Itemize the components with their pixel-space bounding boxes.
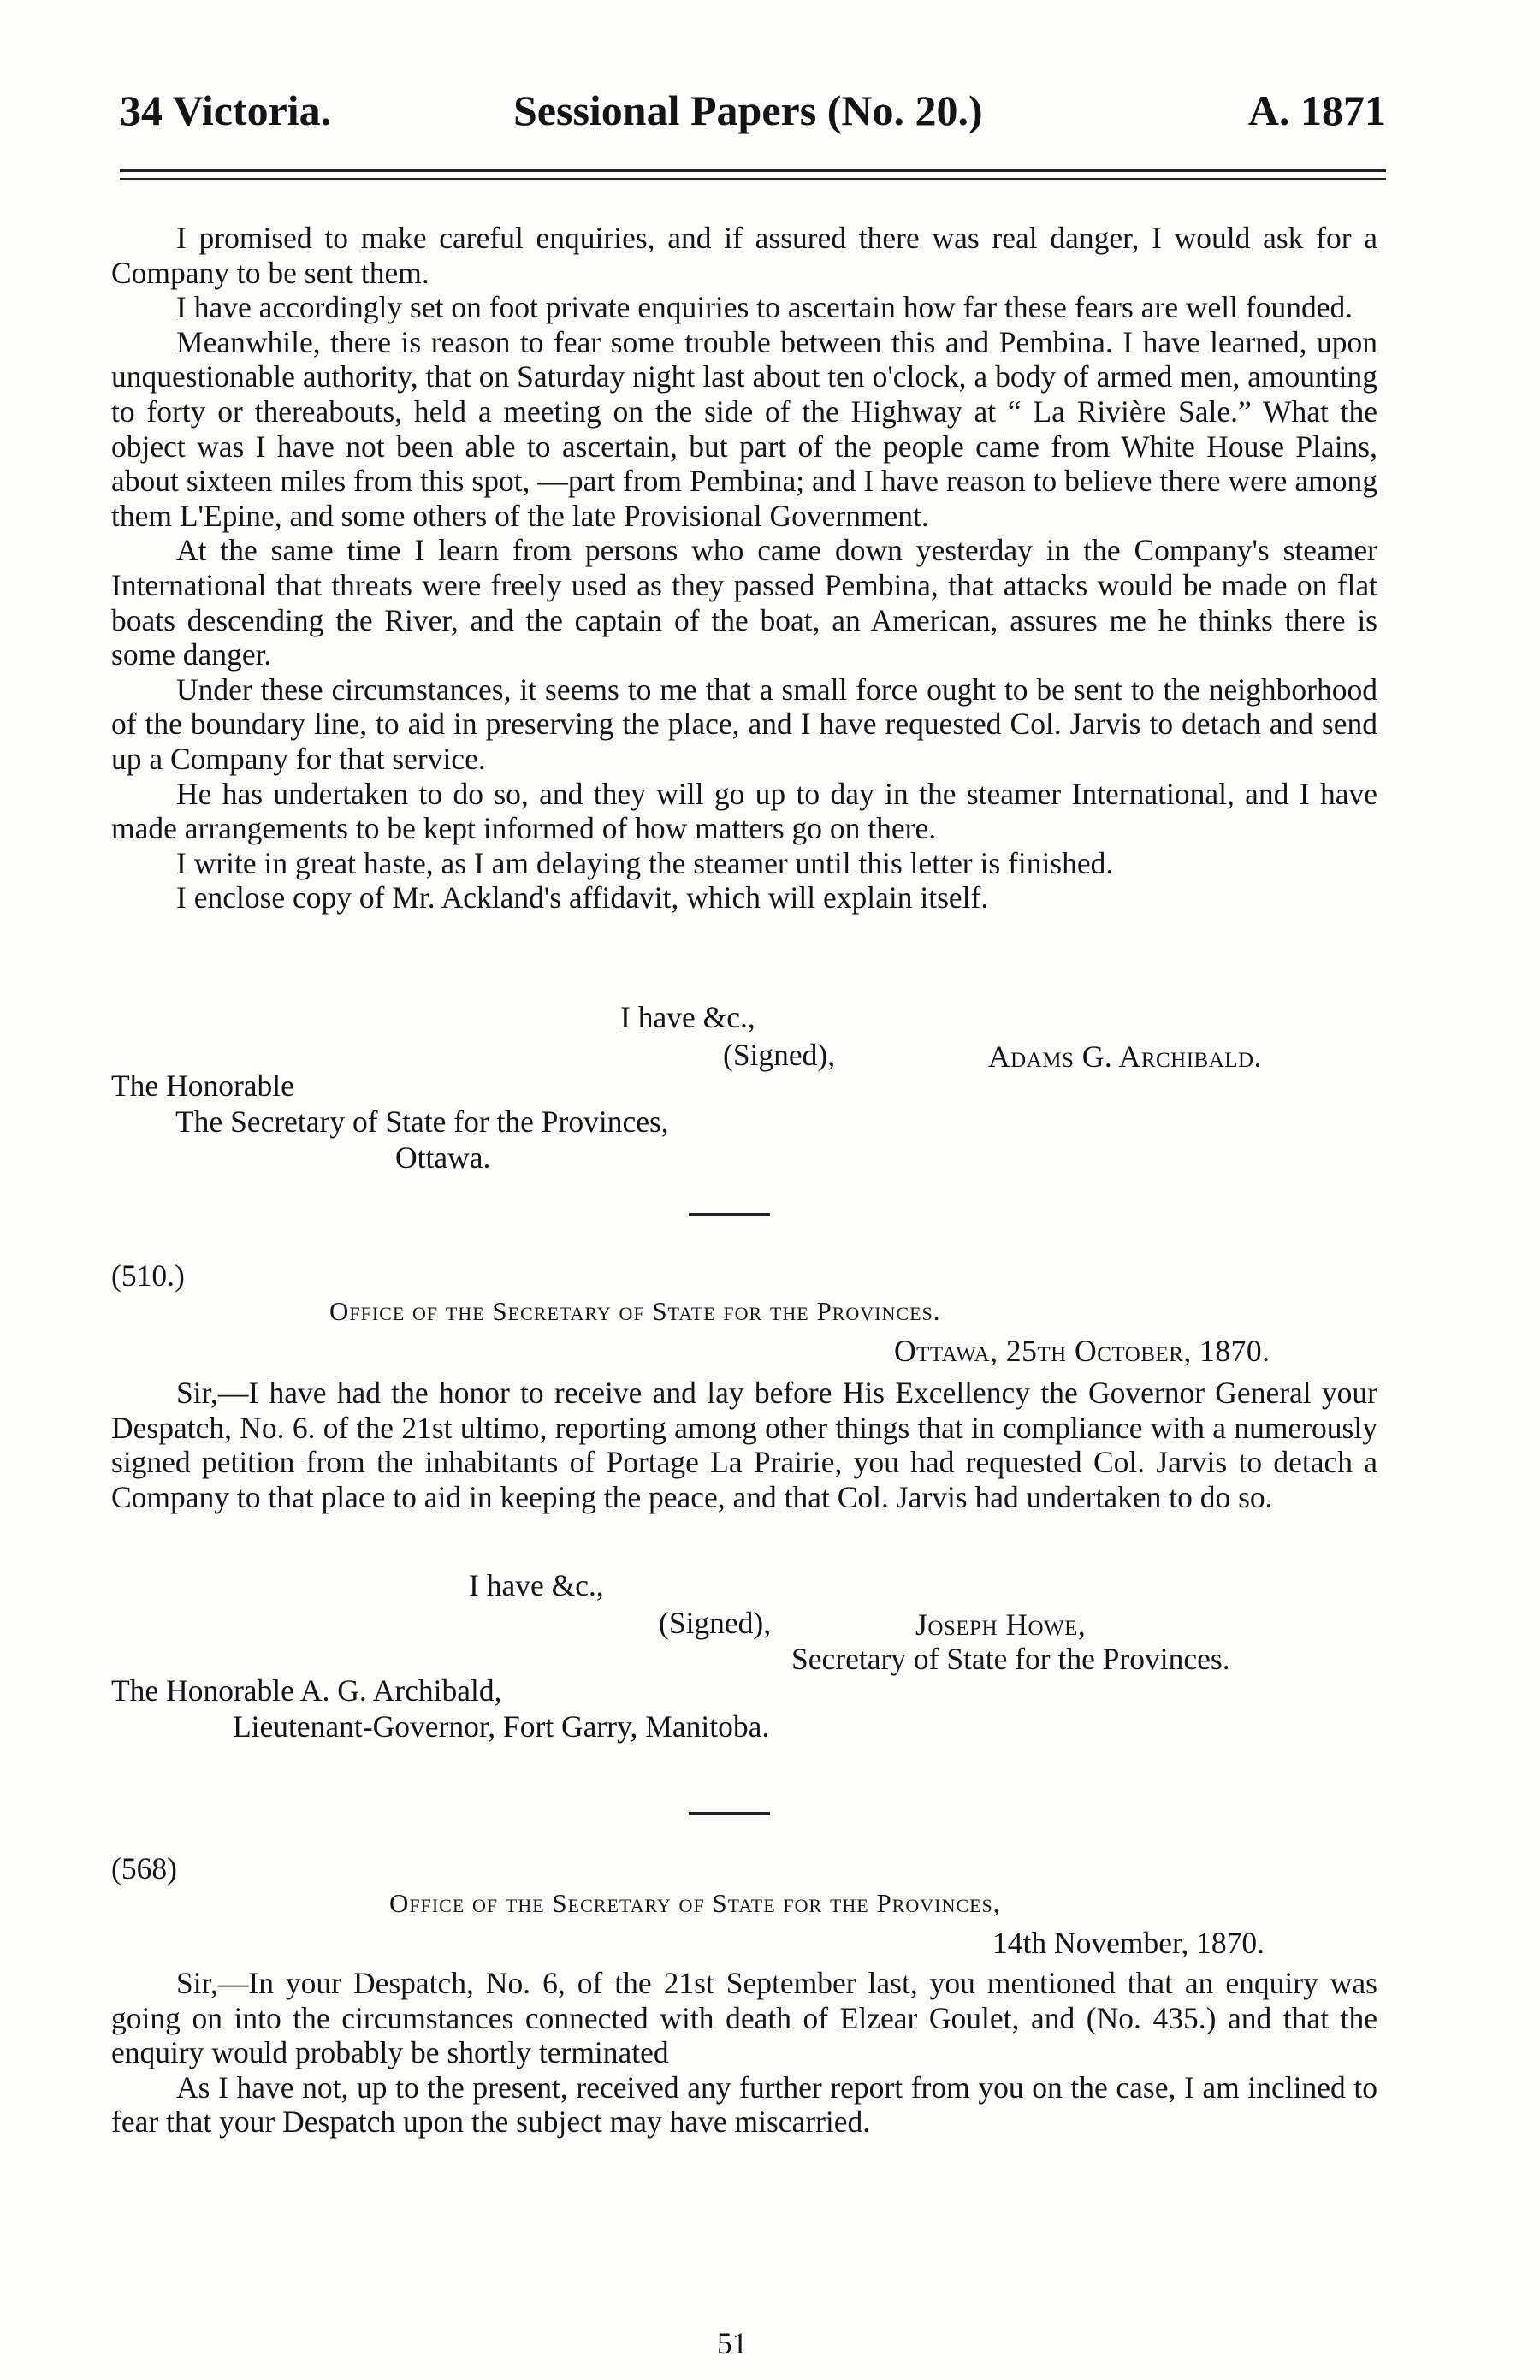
header-rule-bottom (120, 178, 1386, 180)
office-heading: Office of the Secretary of State for the Provinces. (329, 1296, 941, 1326)
letter-body-archibald (111, 221, 1377, 915)
signed-label: (Signed), (659, 1606, 772, 1640)
paragraph: Meanwhile, there is reason to fear some trouble between this and Pembina. I have learned, upon unquestionable authority, that on Saturday night last about ten o'clock, a body of armed men, amounting to forty or thereabouts, held a meeting on the side of the Highway at “ La Rivière Sale.” What the object was I have not been able to ascertain, but part of the people came from White House Plains, about sixteen miles from this spot, —part from Pembina; and I have reason to believe there were among them L'Epine, and some others of the late Provisional Government. (111, 324, 1377, 533)
addressee-line: Ottawa. (395, 1140, 491, 1175)
letter-body-howe (111, 1376, 1377, 1514)
closing: I have &c., (620, 1000, 755, 1034)
closing: I have &c., (469, 1568, 604, 1602)
dateline (894, 1333, 1270, 1369)
paragraph: Under these circumstances, it seems to me that a small force ought to be sent to the neighborhood of the boundary line, to aid in preserving the place, and I have requested Col. Jarvis to detach and send up a Company for that service. (111, 672, 1377, 776)
paragraph: He has undertaken to do so, and they will go up to day in the steamer International, and I have made arrangements to be kept informed of how matters go on there. (111, 776, 1377, 846)
paragraph: As I have not, up to the present, received any further report from you on the case, I am inclined to fear that your Despatch upon the subject may have miscarried. (111, 2069, 1377, 2140)
section-divider (689, 1213, 770, 1216)
letter-body-goulet (111, 1966, 1377, 2140)
paragraph: I write in great haste, as I am delaying the steamer until this letter is finished. (176, 845, 1114, 880)
header-rule-top (120, 169, 1386, 172)
addressee-line: The Honorable (111, 1069, 294, 1103)
header-year: A. 1871 (1247, 86, 1386, 134)
office-heading: Office of the Secretary of State for the Provinces, (389, 1888, 1001, 1918)
signed-label: (Signed), (723, 1038, 836, 1072)
signer-title: Secretary of State for the Provinces. (791, 1642, 1230, 1676)
paragraph: I have accordingly set on foot private enquiries to ascertain how far these fears are well founded. (176, 290, 1353, 325)
paragraph: Sir,—I have had the honor to receive and lay before His Excellency the Governor General your Despatch, No. 6. of the 21st ultimo, reporting among other things that in compliance with a numerously signed petition from the inhabitants of Portage La Prairie, you had requested Col. Jarvis to detach a Company to that place to aid in keeping the peace, and that Col. Jarvis had undertaken to do so. (111, 1376, 1377, 1514)
addressee-line: The Honorable A. G. Archibald, (111, 1673, 502, 1708)
running-header (120, 86, 1386, 145)
document-number: (568) (111, 1851, 177, 1886)
paragraph: At the same time I learn from persons who came down yesterday in the Company's steamer International that threats were freely used as they passed Pembina, that attacks would be made on flat boats descending the River, and the captain of the boat, an American, assures me he thinks there is some danger. (111, 533, 1377, 672)
paragraph: I promised to make careful enquiries, and if assured there was real danger, I would ask for a Company to be sent them. (111, 221, 1377, 290)
header-volume: 34 Victoria. (120, 86, 332, 134)
paragraph: I enclose copy of Mr. Ackland's affidavit, which will explain itself. (176, 880, 989, 915)
page-number: 51 (717, 2326, 748, 2360)
paragraph: Sir,—In your Despatch, No. 6, of the 21st September last, you mentioned that an enquiry was going on into the circumstances connected with death of Elzear Goulet, and (No. 435.) and that the enquiry would probably be shortly terminated (111, 1966, 1377, 2070)
dateline: 14th November, 1870. (992, 1926, 1265, 1960)
section-divider (689, 1812, 770, 1815)
dateline-text: Ottawa, 25th October, 1870. (894, 1334, 1270, 1368)
addressee-line: Lieutenant-Governor, Fort Garry, Manitoba. (233, 1709, 770, 1744)
document-number: (510.) (111, 1258, 185, 1293)
signer-name: Adams G. Archibald. (988, 1039, 1262, 1074)
signer-name: Joseph Howe, (915, 1607, 1087, 1642)
addressee-line: The Secretary of State for the Provinces, (175, 1104, 669, 1139)
header-title: Sessional Papers (No. 20.) (513, 86, 983, 134)
